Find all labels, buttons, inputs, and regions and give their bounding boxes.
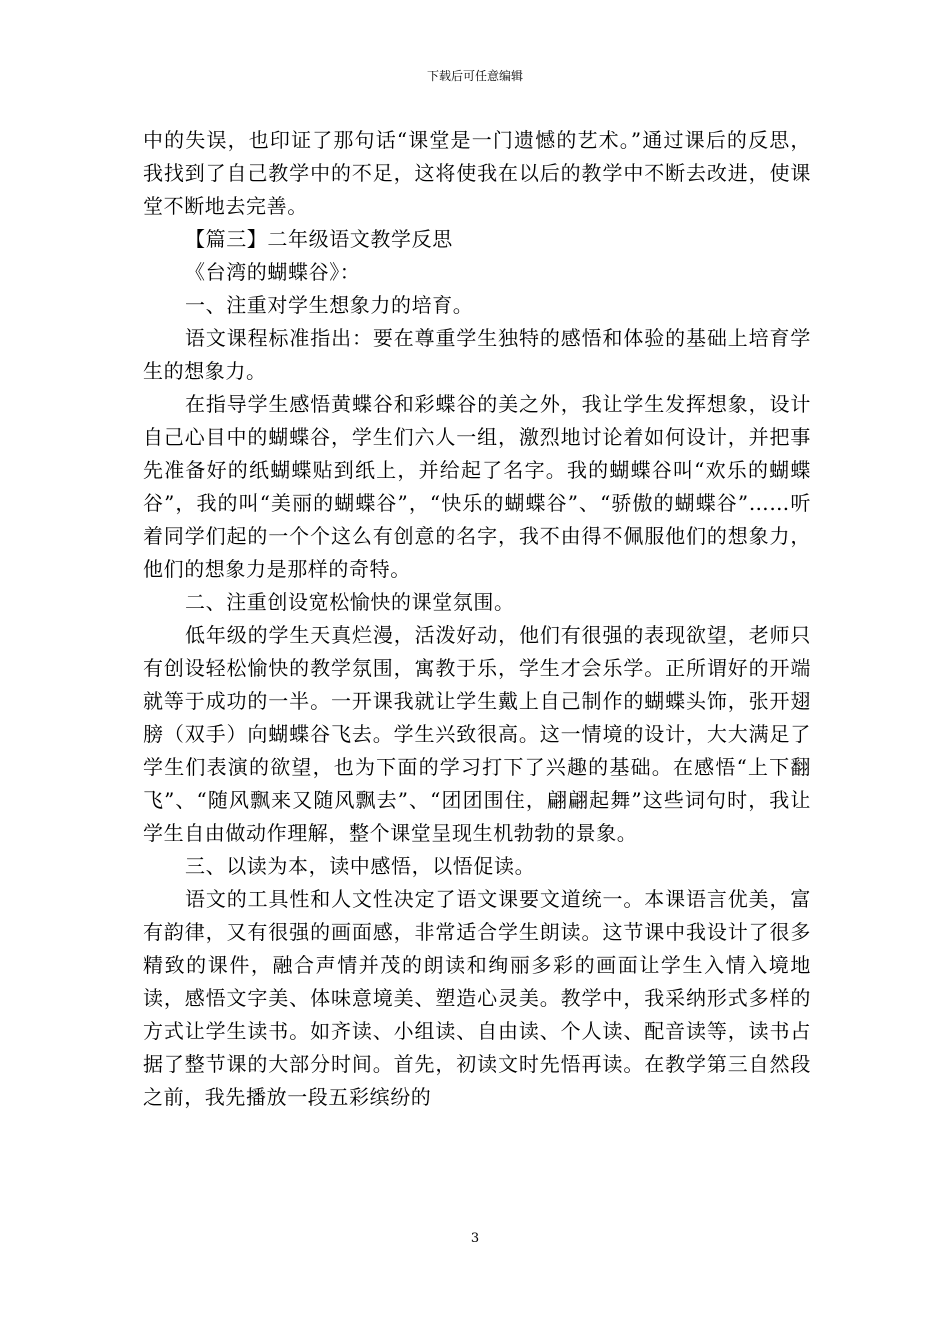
- document-body: [143, 124, 811, 1114]
- point-heading-2: 二、注重创设宽松愉快的课堂氛围。: [185, 590, 515, 614]
- paragraph: 语文的工具性和人文性决定了语文课要文道统一。本课语言优美，富有韵律，又有很强的画面感，非常适合学生朗读。这节课中我设计了很多精致的课件，融合声情并茂的朗读和绚丽多彩的画面让学生入情入境地读，感悟文字美、体味意境美、塑造心灵美。教学中，我采纳形式多样的方式让学生读书。如齐读、小组读、自由读、个人读、配音读等，读书占据了整节课的大部分时间。首先，初读文时先悟再读。在教学第三自然段之前，我先播放一段五彩缤纷的: [143, 887, 811, 1109]
- paragraph: 在指导学生感悟黄蝶谷和彩蝶谷的美之外，我让学生发挥想象，设计自己心目中的蝴蝶谷，学生们六人一组，激烈地讨论着如何设计，并把事先准备好的纸蝴蝶贴到纸上，并给起了名字。我的蝴蝶谷叫“欢乐的蝴蝶谷”，我的叫“美丽的蝴蝶谷”，“快乐的蝴蝶谷”、“骄傲的蝴蝶谷”……听着同学们起的一个个这么有创意的名字，我不由得不佩服他们的想象力，他们的想象力是那样的奇特。: [143, 392, 811, 581]
- lesson-title: 《台湾的蝴蝶谷》：: [185, 260, 361, 284]
- point-heading-3: 三、以读为本，读中感悟，以悟促读。: [185, 854, 536, 878]
- page-number: 3: [470, 1231, 480, 1246]
- section-heading: 【篇三】二年级语文教学反思: [185, 227, 453, 251]
- paragraph: 低年级的学生天真烂漫，活泼好动，他们有很强的表现欲望，老师只有创设轻松愉快的教学氛围，寓教于乐，学生才会乐学。正所谓好的开端就等于成功的一半。一开课我就让学生戴上自己制作的蝴蝶头饰，张开翅膀（双手）向蝴蝶谷飞去。学生兴致很高。这一情境的设计，大大满足了学生们表演的欲望，也为下面的学习打下了兴趣的基础。在感悟“上下翻飞”、“随风飘来又随风飘去”、“团团围住，翩翩起舞”这些词句时，我让学生自由做动作理解，整个课堂呈现生机勃勃的景象。: [143, 623, 811, 845]
- paragraph-continuation: 中的失误，也印证了那句话“课堂是一门遗憾的艺术。”通过课后的反思，我找到了自己教学中的不足，这将使我在以后的教学中不断去改进，使课堂不断地去完善。: [143, 128, 811, 218]
- page-header: 下载后可任意编辑: [426, 69, 523, 83]
- point-heading-1: 一、注重对学生想象力的培育。: [185, 293, 474, 317]
- paragraph: 语文课程标准指出：要在尊重学生独特的感悟和体验的基础上培育学生的想象力。: [143, 326, 811, 383]
